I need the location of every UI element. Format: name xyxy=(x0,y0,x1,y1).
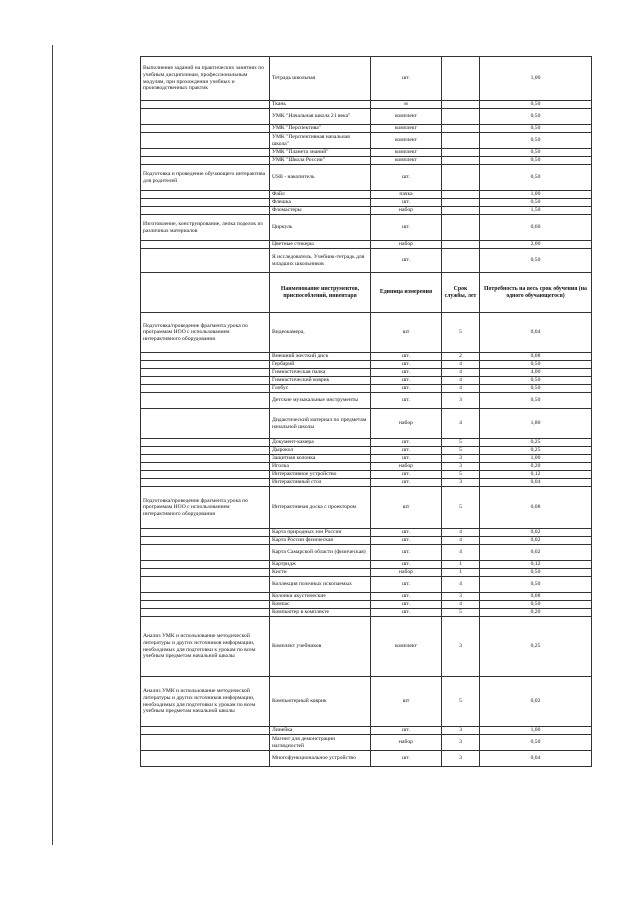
service-life-cell: 5 xyxy=(442,447,480,455)
unit-cell: набор xyxy=(371,241,442,249)
service-life-cell: 3 xyxy=(442,727,480,735)
requirement-cell: 0,50 xyxy=(480,569,592,577)
table-row xyxy=(141,577,592,593)
section-cell: Анализ УМК и использование методической литературы и других источников информации, необходимых для подготовки к урокам по всем учебным предметам начальной школы xyxy=(141,677,270,727)
service-life-cell xyxy=(442,109,480,125)
section-cell: Подготовка/проведение фрагмента урока по программам НОО с использованием интерактивного оборудования xyxy=(141,313,270,353)
table-row xyxy=(141,125,592,133)
service-life-cell: 4 xyxy=(442,529,480,537)
service-life-cell xyxy=(442,215,480,241)
requirement-cell: 1,00 xyxy=(480,727,592,735)
unit-cell: шт. xyxy=(371,447,442,455)
requirement-cell: 0,02 xyxy=(480,545,592,561)
requirement-cell: 0,50 xyxy=(480,157,592,165)
item-name-cell: Карта природных зон России xyxy=(270,529,371,537)
table-row xyxy=(141,617,592,677)
item-name-cell: Видеокамера, xyxy=(270,313,371,353)
section-cell xyxy=(141,241,270,249)
service-life-cell xyxy=(442,241,480,249)
item-name-cell: Защитная колонка xyxy=(270,455,371,463)
section-cell xyxy=(141,455,270,463)
service-life-cell: 3 xyxy=(442,393,480,409)
unit-cell: шт. xyxy=(371,727,442,735)
table-row xyxy=(141,215,592,241)
table-row xyxy=(141,471,592,479)
requirement-cell: 4,00 xyxy=(480,369,592,377)
item-name-cell: Гербарий xyxy=(270,361,371,369)
requirement-cell: 0,50 xyxy=(480,377,592,385)
table-row xyxy=(141,447,592,455)
section-cell xyxy=(141,369,270,377)
item-name-cell: Гимнастический коврик xyxy=(270,377,371,385)
table-row xyxy=(141,529,592,537)
table-row xyxy=(141,735,592,751)
unit-cell: шт. xyxy=(371,609,442,617)
equipment-table xyxy=(140,56,592,767)
table-row xyxy=(141,561,592,569)
service-life-cell: 4 xyxy=(442,377,480,385)
service-life-cell: 4 xyxy=(442,385,480,393)
service-life-cell xyxy=(442,199,480,207)
item-name-cell: USB - накопитель xyxy=(270,165,371,191)
requirement-cell: 0,50 xyxy=(480,393,592,409)
table-row xyxy=(141,677,592,727)
table-row xyxy=(141,377,592,385)
service-life-cell: 4 xyxy=(442,369,480,377)
requirement-cell: 0,25 xyxy=(480,617,592,677)
item-name-cell: Документ-камера xyxy=(270,439,371,447)
table-row xyxy=(141,361,592,369)
service-life-cell: 3 xyxy=(442,463,480,471)
table-row xyxy=(141,353,592,361)
table-row xyxy=(141,545,592,561)
table-row xyxy=(141,537,592,545)
section-cell xyxy=(141,149,270,157)
requirement-cell: 0,20 xyxy=(480,463,592,471)
table-row xyxy=(141,727,592,735)
requirement-cell: 0,50 xyxy=(480,133,592,149)
section-cell xyxy=(141,735,270,751)
table-row xyxy=(141,479,592,487)
requirement-cell: 0,25 xyxy=(480,439,592,447)
requirement-cell: 0,02 xyxy=(480,529,592,537)
unit-cell: набор xyxy=(371,207,442,215)
section-cell xyxy=(141,537,270,545)
section-cell xyxy=(141,361,270,369)
table-row xyxy=(141,601,592,609)
section-cell xyxy=(141,545,270,561)
service-life-cell: 3 xyxy=(442,735,480,751)
table-row xyxy=(141,101,592,109)
table-row xyxy=(141,191,592,199)
section-cell xyxy=(141,199,270,207)
service-life-cell: 4 xyxy=(442,409,480,439)
section-cell xyxy=(141,601,270,609)
requirement-cell: 0,02 xyxy=(480,537,592,545)
requirement-cell: 1,00 xyxy=(480,455,592,463)
unit-cell: шт. xyxy=(371,215,442,241)
unit-cell: шт. xyxy=(371,455,442,463)
section-cell xyxy=(141,593,270,601)
requirement-cell: 0,50 xyxy=(480,361,592,369)
unit-cell: комплект xyxy=(371,149,442,157)
section-cell xyxy=(141,109,270,125)
service-life-cell: 2 xyxy=(442,353,480,361)
unit-cell: набор xyxy=(371,735,442,751)
requirement-cell: 0,04 xyxy=(480,751,592,767)
section-cell xyxy=(141,125,270,133)
section-cell xyxy=(141,751,270,767)
section-cell xyxy=(141,463,270,471)
table-row xyxy=(141,609,592,617)
service-life-cell: 5 xyxy=(442,313,480,353)
requirement-cell: 0,02 xyxy=(480,677,592,727)
item-name-cell: Многофункциональное устройство xyxy=(270,751,371,767)
item-name-cell: Интерактивное устройство xyxy=(270,471,371,479)
item-name-cell: Детские музыкальные инструменты xyxy=(270,393,371,409)
requirement-cell: 0,50 xyxy=(480,601,592,609)
requirement-cell: 0,50 xyxy=(480,149,592,157)
item-name-cell: Иголка xyxy=(270,463,371,471)
section-cell xyxy=(141,479,270,487)
unit-cell: шт. xyxy=(371,561,442,569)
unit-cell: шт. xyxy=(371,385,442,393)
service-life-cell: 5 xyxy=(442,609,480,617)
table-row xyxy=(141,241,592,249)
unit-cell: шт. xyxy=(371,439,442,447)
requirement-cell: 1,00 xyxy=(480,57,592,101)
unit-cell: шт. xyxy=(371,249,442,273)
item-name-cell: Флешка xyxy=(270,199,371,207)
table-row xyxy=(141,369,592,377)
unit-cell: шт. xyxy=(371,471,442,479)
unit-cell: шт. xyxy=(371,393,442,409)
table-row xyxy=(141,157,592,165)
unit-cell: набор xyxy=(371,569,442,577)
requirement-cell: 0,04 xyxy=(480,479,592,487)
item-name-cell: Коллекция полезных ископаемых xyxy=(270,577,371,593)
table-row xyxy=(141,439,592,447)
section-cell xyxy=(141,101,270,109)
section-cell: Анализ УМК и использование методической литературы и других источников информации, необходимых для подготовки к урокам по всем учебным предметам начальной школы xyxy=(141,617,270,677)
section-cell xyxy=(141,577,270,593)
section-cell xyxy=(141,727,270,735)
unit-cell: шт. xyxy=(371,479,442,487)
table-row xyxy=(141,109,592,125)
service-life-cell: 3 xyxy=(442,593,480,601)
table-row xyxy=(141,57,592,101)
table-row xyxy=(141,385,592,393)
unit-cell: комплект xyxy=(371,617,442,677)
table-row xyxy=(141,149,592,157)
unit-cell: м xyxy=(371,101,442,109)
section-cell xyxy=(141,609,270,617)
unit-cell: комплект xyxy=(371,133,442,149)
requirement-cell: 0,04 xyxy=(480,313,592,353)
service-life-cell xyxy=(442,165,480,191)
service-life-cell: 3 xyxy=(442,617,480,677)
service-life-cell: 1 xyxy=(442,569,480,577)
unit-cell: шт. xyxy=(371,361,442,369)
requirement-cell: 0,20 xyxy=(480,609,592,617)
requirement-cell: 1,80 xyxy=(480,409,592,439)
unit-cell: комплект xyxy=(371,125,442,133)
item-name-cell: Интерактивная доска с проектором xyxy=(270,487,371,529)
section-cell xyxy=(141,471,270,479)
table-row xyxy=(141,165,592,191)
service-life-cell xyxy=(442,133,480,149)
table-row xyxy=(141,569,592,577)
unit-cell: шт xyxy=(371,313,442,353)
item-name-cell: Циркуль xyxy=(270,215,371,241)
service-life-cell: 4 xyxy=(442,361,480,369)
section-cell: Выполнение заданий на практических занятиях по учебным дисциплинам, профессиональным модулям, при прохождении учебных и производственных практик xyxy=(141,57,270,101)
item-name-cell: Компас xyxy=(270,601,371,609)
requirement-cell: 0,50 xyxy=(480,109,592,125)
table-row xyxy=(141,487,592,529)
item-name-cell: Компьютер в комплекте xyxy=(270,609,371,617)
unit-cell: шт. xyxy=(371,165,442,191)
requirement-cell: 0,50 xyxy=(480,165,592,191)
unit-cell: комплект xyxy=(371,109,442,125)
section-cell xyxy=(141,447,270,455)
unit-cell: шт. xyxy=(371,577,442,593)
service-life-cell xyxy=(442,191,480,199)
requirement-cell: Потребность на весь срок обучения (на одного обучающегося) xyxy=(480,273,592,313)
requirement-cell: 0,25 xyxy=(480,447,592,455)
requirement-cell: 0,08 xyxy=(480,487,592,529)
unit-cell: шт. xyxy=(371,545,442,561)
service-life-cell: 4 xyxy=(442,601,480,609)
item-name-cell: Кисти xyxy=(270,569,371,577)
item-name-cell: УМК "Планета знаний" xyxy=(270,149,371,157)
section-cell xyxy=(141,561,270,569)
item-name-cell: Глобус xyxy=(270,385,371,393)
section-cell xyxy=(141,133,270,149)
item-name-cell: УМК "Перспективная начальная школа" xyxy=(270,133,371,149)
requirement-cell: 0,50 xyxy=(480,735,592,751)
requirement-cell: 1,50 xyxy=(480,207,592,215)
requirement-cell: 0,12 xyxy=(480,561,592,569)
section-cell xyxy=(141,439,270,447)
item-name-cell: Интерактивный стол xyxy=(270,479,371,487)
service-life-cell xyxy=(442,57,480,101)
item-name-cell: УМК "Начальная школа 21 века" xyxy=(270,109,371,125)
section-cell xyxy=(141,353,270,361)
service-life-cell: 3 xyxy=(442,455,480,463)
item-name-cell: Ткань xyxy=(270,101,371,109)
section-cell: Подготовка/проведение фрагмента урока по программам НОО с использованием интерактивного оборудования xyxy=(141,487,270,529)
item-name-cell: Я исследователь. Учебник-тетрадь для младших школьников xyxy=(270,249,371,273)
item-name-cell: Комплект учебников xyxy=(270,617,371,677)
section-cell xyxy=(141,249,270,273)
unit-cell: шт. xyxy=(371,353,442,361)
table-row xyxy=(141,199,592,207)
table-row xyxy=(141,593,592,601)
table-row xyxy=(141,133,592,149)
service-life-cell: 5 xyxy=(442,677,480,727)
requirement-cell: 0,12 xyxy=(480,471,592,479)
section-cell xyxy=(141,273,270,313)
table-row xyxy=(141,463,592,471)
section-cell xyxy=(141,409,270,439)
unit-cell: шт. xyxy=(371,537,442,545)
item-name-cell: Гимнастическая палка xyxy=(270,369,371,377)
section-cell xyxy=(141,569,270,577)
table-row xyxy=(141,455,592,463)
item-name-cell: Наименование инструментов, приспособлений, инвентаря xyxy=(270,273,371,313)
table-header-row xyxy=(141,273,592,313)
requirement-cell: 0,08 xyxy=(480,353,592,361)
service-life-cell: 5 xyxy=(442,439,480,447)
service-life-cell xyxy=(442,207,480,215)
requirement-cell: 1,00 xyxy=(480,191,592,199)
item-name-cell: Картридж xyxy=(270,561,371,569)
unit-cell: набор xyxy=(371,463,442,471)
item-name-cell: Дидактический материал по предметам начальной школы xyxy=(270,409,371,439)
service-life-cell xyxy=(442,149,480,157)
unit-cell: шт xyxy=(371,487,442,529)
requirement-cell: 0,08 xyxy=(480,593,592,601)
table-row xyxy=(141,751,592,767)
item-name-cell: Файл xyxy=(270,191,371,199)
item-name-cell: Линейка xyxy=(270,727,371,735)
requirement-cell: 0,60 xyxy=(480,215,592,241)
requirement-cell: 0,50 xyxy=(480,101,592,109)
item-name-cell: Фломастеры xyxy=(270,207,371,215)
service-life-cell: Срок службы, лет xyxy=(442,273,480,313)
requirement-cell: 0,50 xyxy=(480,125,592,133)
item-name-cell: Магнит для демонстрации наглядностей xyxy=(270,735,371,751)
unit-cell: шт. xyxy=(371,199,442,207)
table-row xyxy=(141,207,592,215)
equipment-table-body xyxy=(141,57,592,767)
item-name-cell: Карта Самарской области (физическая) xyxy=(270,545,371,561)
item-name-cell: Цветные стикеры xyxy=(270,241,371,249)
table-row xyxy=(141,313,592,353)
requirement-cell: 0,50 xyxy=(480,385,592,393)
section-cell xyxy=(141,529,270,537)
item-name-cell: Дырокол xyxy=(270,447,371,455)
service-life-cell: 3 xyxy=(442,751,480,767)
unit-cell: шт. xyxy=(371,377,442,385)
unit-cell: шт xyxy=(371,677,442,727)
unit-cell: шт. xyxy=(371,593,442,601)
item-name-cell: Внешний жесткий диск xyxy=(270,353,371,361)
section-cell xyxy=(141,377,270,385)
item-name-cell: Колонки акустические xyxy=(270,593,371,601)
section-cell: Подготовка и проведение обучающего интерактива для родителей xyxy=(141,165,270,191)
table-row xyxy=(141,393,592,409)
unit-cell: набор xyxy=(371,409,442,439)
unit-cell: шт. xyxy=(371,529,442,537)
table-row xyxy=(141,409,592,439)
service-life-cell: 5 xyxy=(442,487,480,529)
unit-cell: комплект xyxy=(371,157,442,165)
section-cell xyxy=(141,385,270,393)
service-life-cell: 4 xyxy=(442,537,480,545)
service-life-cell xyxy=(442,157,480,165)
unit-cell: пачка xyxy=(371,191,442,199)
unit-cell: шт. xyxy=(371,601,442,609)
service-life-cell: 4 xyxy=(442,577,480,593)
service-life-cell: 5 xyxy=(442,471,480,479)
requirement-cell: 0,50 xyxy=(480,249,592,273)
item-name-cell: Тетрадь школьная xyxy=(270,57,371,101)
section-cell xyxy=(141,157,270,165)
service-life-cell: 3 xyxy=(442,479,480,487)
service-life-cell xyxy=(442,101,480,109)
section-cell xyxy=(141,191,270,199)
requirement-cell: 0,50 xyxy=(480,199,592,207)
unit-cell: шт. xyxy=(371,751,442,767)
section-cell: Изготовление, конструирование, лепка поделок из различных материалов xyxy=(141,215,270,241)
service-life-cell xyxy=(442,125,480,133)
unit-cell: Единица измерения xyxy=(371,273,442,313)
section-cell xyxy=(141,393,270,409)
page-margin-line xyxy=(52,45,53,845)
item-name-cell: УМК "Перспектива" xyxy=(270,125,371,133)
item-name-cell: Компьютерный коврик xyxy=(270,677,371,727)
service-life-cell: 4 xyxy=(442,545,480,561)
table-row xyxy=(141,249,592,273)
unit-cell: шт. xyxy=(371,57,442,101)
section-cell xyxy=(141,207,270,215)
item-name-cell: Карта России физическая xyxy=(270,537,371,545)
requirement-cell: 0,50 xyxy=(480,577,592,593)
service-life-cell: 1 xyxy=(442,561,480,569)
unit-cell: шт. xyxy=(371,369,442,377)
service-life-cell xyxy=(442,249,480,273)
item-name-cell: УМК "Школа России" xyxy=(270,157,371,165)
requirement-cell: 2,00 xyxy=(480,241,592,249)
